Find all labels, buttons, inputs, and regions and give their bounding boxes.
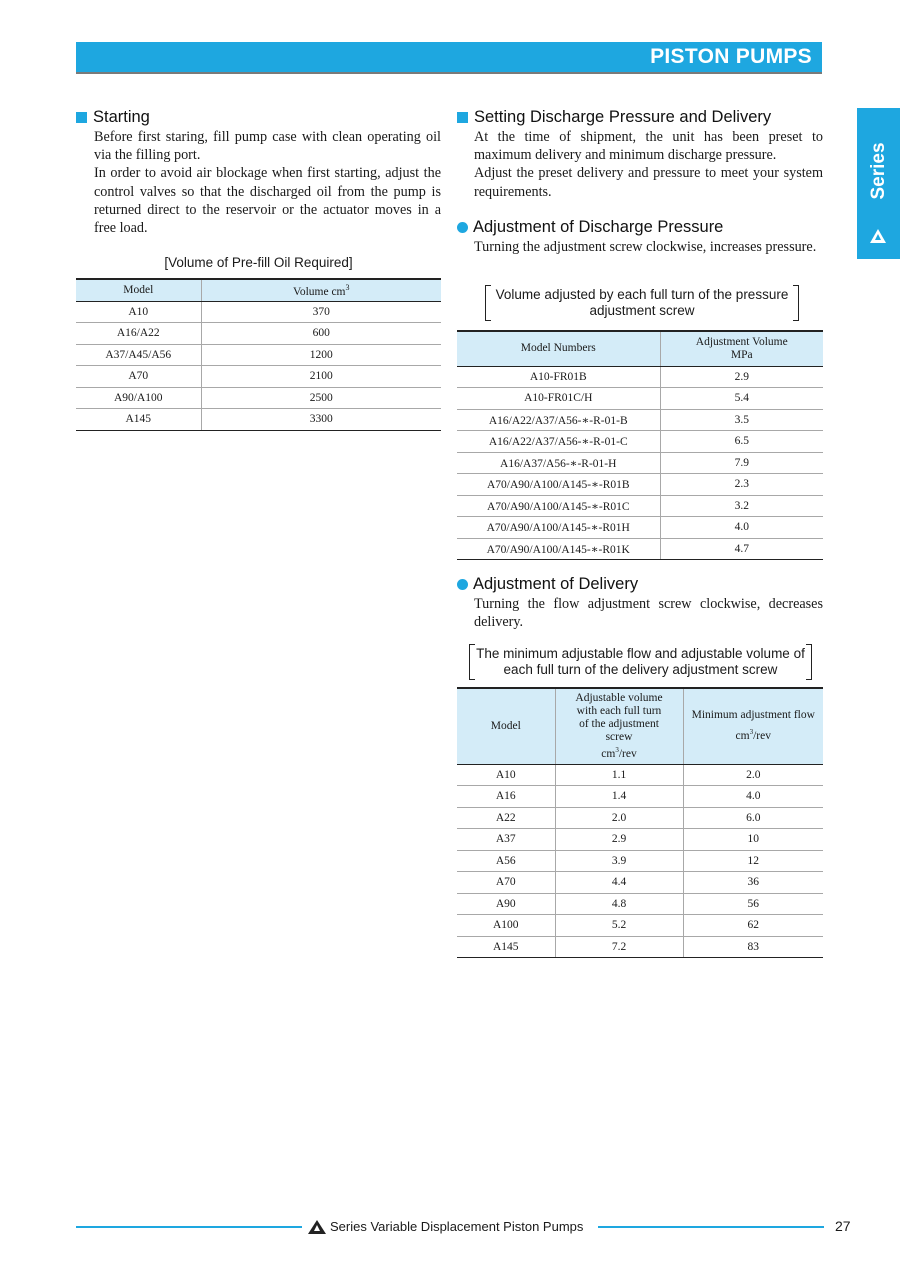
prefill-table-caption: [Volume of Pre-fill Oil Required] xyxy=(164,255,353,270)
delivery-section xyxy=(457,574,823,631)
pressure-heading: Adjustment of Discharge Pressure xyxy=(457,217,823,237)
circle-bullet-icon xyxy=(457,579,468,590)
column-header-model: Model xyxy=(76,279,201,301)
table-cell: 6.0 xyxy=(683,807,823,829)
square-bullet-icon xyxy=(457,112,468,123)
starting-paragraph-2: In order to avoid air blockage when first starting, adjust the control valves so that the discharged oil from the pump is returned direct to the reservoir or the actuator moves in a free load. xyxy=(94,165,441,237)
table-cell: 6.5 xyxy=(660,431,823,453)
setting-paragraph-2: Adjust the preset delivery and pressure to meet your system requirements. xyxy=(474,165,823,200)
table-cell: A70 xyxy=(76,366,201,388)
table-cell: 2100 xyxy=(201,366,441,388)
table-cell: A22 xyxy=(457,807,555,829)
table-cell: A10 xyxy=(457,764,555,786)
table-cell: A70/A90/A100/A145-∗-R01C xyxy=(457,495,660,517)
table-cell: A16 xyxy=(457,786,555,808)
table-cell: 1.4 xyxy=(555,786,683,808)
a-series-logo-icon xyxy=(869,228,887,244)
table-cell: 3300 xyxy=(201,409,441,431)
table-cell: 5.4 xyxy=(660,388,823,410)
table-cell: 2.0 xyxy=(683,764,823,786)
table-cell: A10 xyxy=(76,301,201,323)
column-header-adjustment-volume: Adjustment Volume MPa xyxy=(660,331,823,366)
delivery-table-caption: The minimum adjustable flow and adjustable volume of each full turn of the delivery adjustment screw xyxy=(469,646,812,678)
table-row xyxy=(76,409,441,431)
table-cell: 36 xyxy=(683,872,823,894)
table-cell: A16/A22 xyxy=(76,323,201,345)
table-cell: 370 xyxy=(201,301,441,323)
circle-bullet-icon xyxy=(457,222,468,233)
column-header-volume: Volume $cm^3$ xyxy=(201,279,441,301)
setting-section xyxy=(457,107,823,201)
table-row xyxy=(457,764,823,786)
prefill-table xyxy=(76,278,441,431)
table-cell: 2.3 xyxy=(660,474,823,496)
table-cell: A16/A22/A37/A56-∗-R-01-C xyxy=(457,431,660,453)
table-cell: A70 xyxy=(457,872,555,894)
table-cell: 3.5 xyxy=(660,409,823,431)
table-cell: 62 xyxy=(683,915,823,937)
table-cell: A70/A90/A100/A145-∗-R01K xyxy=(457,538,660,560)
table-row xyxy=(457,786,823,808)
table-cell: 1.1 xyxy=(555,764,683,786)
table-cell: 2.9 xyxy=(555,829,683,851)
table-cell: A145 xyxy=(76,409,201,431)
table-row xyxy=(457,807,823,829)
table-cell: 2.9 xyxy=(660,366,823,388)
table-cell: 12 xyxy=(683,850,823,872)
table-cell: A37/A45/A56 xyxy=(76,344,201,366)
page-number: 27 xyxy=(835,1218,851,1234)
table-cell: 4.7 xyxy=(660,538,823,560)
table-cell: 7.2 xyxy=(555,936,683,958)
table-row xyxy=(457,850,823,872)
delivery-table xyxy=(457,687,823,958)
table-cell: 4.0 xyxy=(660,517,823,539)
a-series-logo-icon xyxy=(308,1220,326,1234)
delivery-heading: Adjustment of Delivery xyxy=(457,574,823,594)
footer-rule-right xyxy=(598,1226,824,1228)
table-cell: 4.8 xyxy=(555,893,683,915)
column-header-minimum-flow: Minimum adjustment flow $cm^3$/rev xyxy=(683,688,823,764)
table-cell: 2.0 xyxy=(555,807,683,829)
footer-text: Series Variable Displacement Piston Pumps xyxy=(330,1219,584,1234)
table-cell: 7.9 xyxy=(660,452,823,474)
footer xyxy=(308,1219,583,1234)
header-bar xyxy=(76,42,822,74)
table-cell: A100 xyxy=(457,915,555,937)
table-row xyxy=(457,829,823,851)
table-cell: A70/A90/A100/A145-∗-R01H xyxy=(457,517,660,539)
setting-paragraph-1: At the time of shipment, the unit has been preset to maximum delivery and minimum discharge pressure. xyxy=(474,129,823,164)
table-row xyxy=(457,366,823,388)
starting-paragraph-1: Before first staring, fill pump case with clean operating oil via the filling port. xyxy=(94,129,441,164)
table-row xyxy=(457,452,823,474)
table-row xyxy=(457,872,823,894)
table-cell: A10-FR01B xyxy=(457,366,660,388)
table-cell: 4.4 xyxy=(555,872,683,894)
delivery-paragraph: Turning the flow adjustment screw clockwise, decreases delivery. xyxy=(474,596,823,631)
starting-section xyxy=(76,107,441,237)
column-header-model-numbers: Model Numbers xyxy=(457,331,660,366)
table-cell: 83 xyxy=(683,936,823,958)
table-row xyxy=(457,409,823,431)
table-cell: 10 xyxy=(683,829,823,851)
table-cell: A16/A22/A37/A56-∗-R-01-B xyxy=(457,409,660,431)
table-cell: A90 xyxy=(457,893,555,915)
column-header-model: Model xyxy=(457,688,555,764)
table-row xyxy=(457,388,823,410)
table-row xyxy=(457,474,823,496)
table-row xyxy=(457,936,823,958)
table-cell: A16/A37/A56-∗-R-01-H xyxy=(457,452,660,474)
table-cell: 3.9 xyxy=(555,850,683,872)
table-row xyxy=(457,431,823,453)
table-cell: 5.2 xyxy=(555,915,683,937)
table-cell: A145 xyxy=(457,936,555,958)
square-bullet-icon xyxy=(76,112,87,123)
starting-heading: Starting xyxy=(76,107,441,127)
table-row xyxy=(457,517,823,539)
table-cell: 3.2 xyxy=(660,495,823,517)
table-row xyxy=(457,915,823,937)
table-row xyxy=(457,893,823,915)
table-cell: A10-FR01C/H xyxy=(457,388,660,410)
table-cell: A37 xyxy=(457,829,555,851)
table-cell: 1200 xyxy=(201,344,441,366)
table-cell: 56 xyxy=(683,893,823,915)
table-row xyxy=(76,323,441,345)
table-cell: A90/A100 xyxy=(76,387,201,409)
table-row xyxy=(76,366,441,388)
series-side-tab[interactable] xyxy=(857,108,900,259)
pressure-table xyxy=(457,330,823,560)
table-cell: 2500 xyxy=(201,387,441,409)
table-row xyxy=(76,344,441,366)
side-tab-label: Series xyxy=(867,142,889,200)
table-cell: 4.0 xyxy=(683,786,823,808)
setting-heading: Setting Discharge Pressure and Delivery xyxy=(457,107,823,127)
page-title: PISTON PUMPS xyxy=(650,45,812,68)
pressure-table-caption: Volume adjusted by each full turn of the pressure adjustment screw xyxy=(485,287,799,319)
table-row xyxy=(457,538,823,560)
table-row xyxy=(457,495,823,517)
column-header-adjustable-volume: Adjustable volume with each full turn of the adjustment screw $cm^3$/rev xyxy=(555,688,683,764)
footer-rule-left xyxy=(76,1226,302,1228)
pressure-section xyxy=(457,217,823,256)
table-cell: A56 xyxy=(457,850,555,872)
table-row xyxy=(76,301,441,323)
table-cell: 600 xyxy=(201,323,441,345)
pressure-paragraph: Turning the adjustment screw clockwise, increases pressure. xyxy=(474,239,817,255)
table-row xyxy=(76,387,441,409)
table-cell: A70/A90/A100/A145-∗-R01B xyxy=(457,474,660,496)
